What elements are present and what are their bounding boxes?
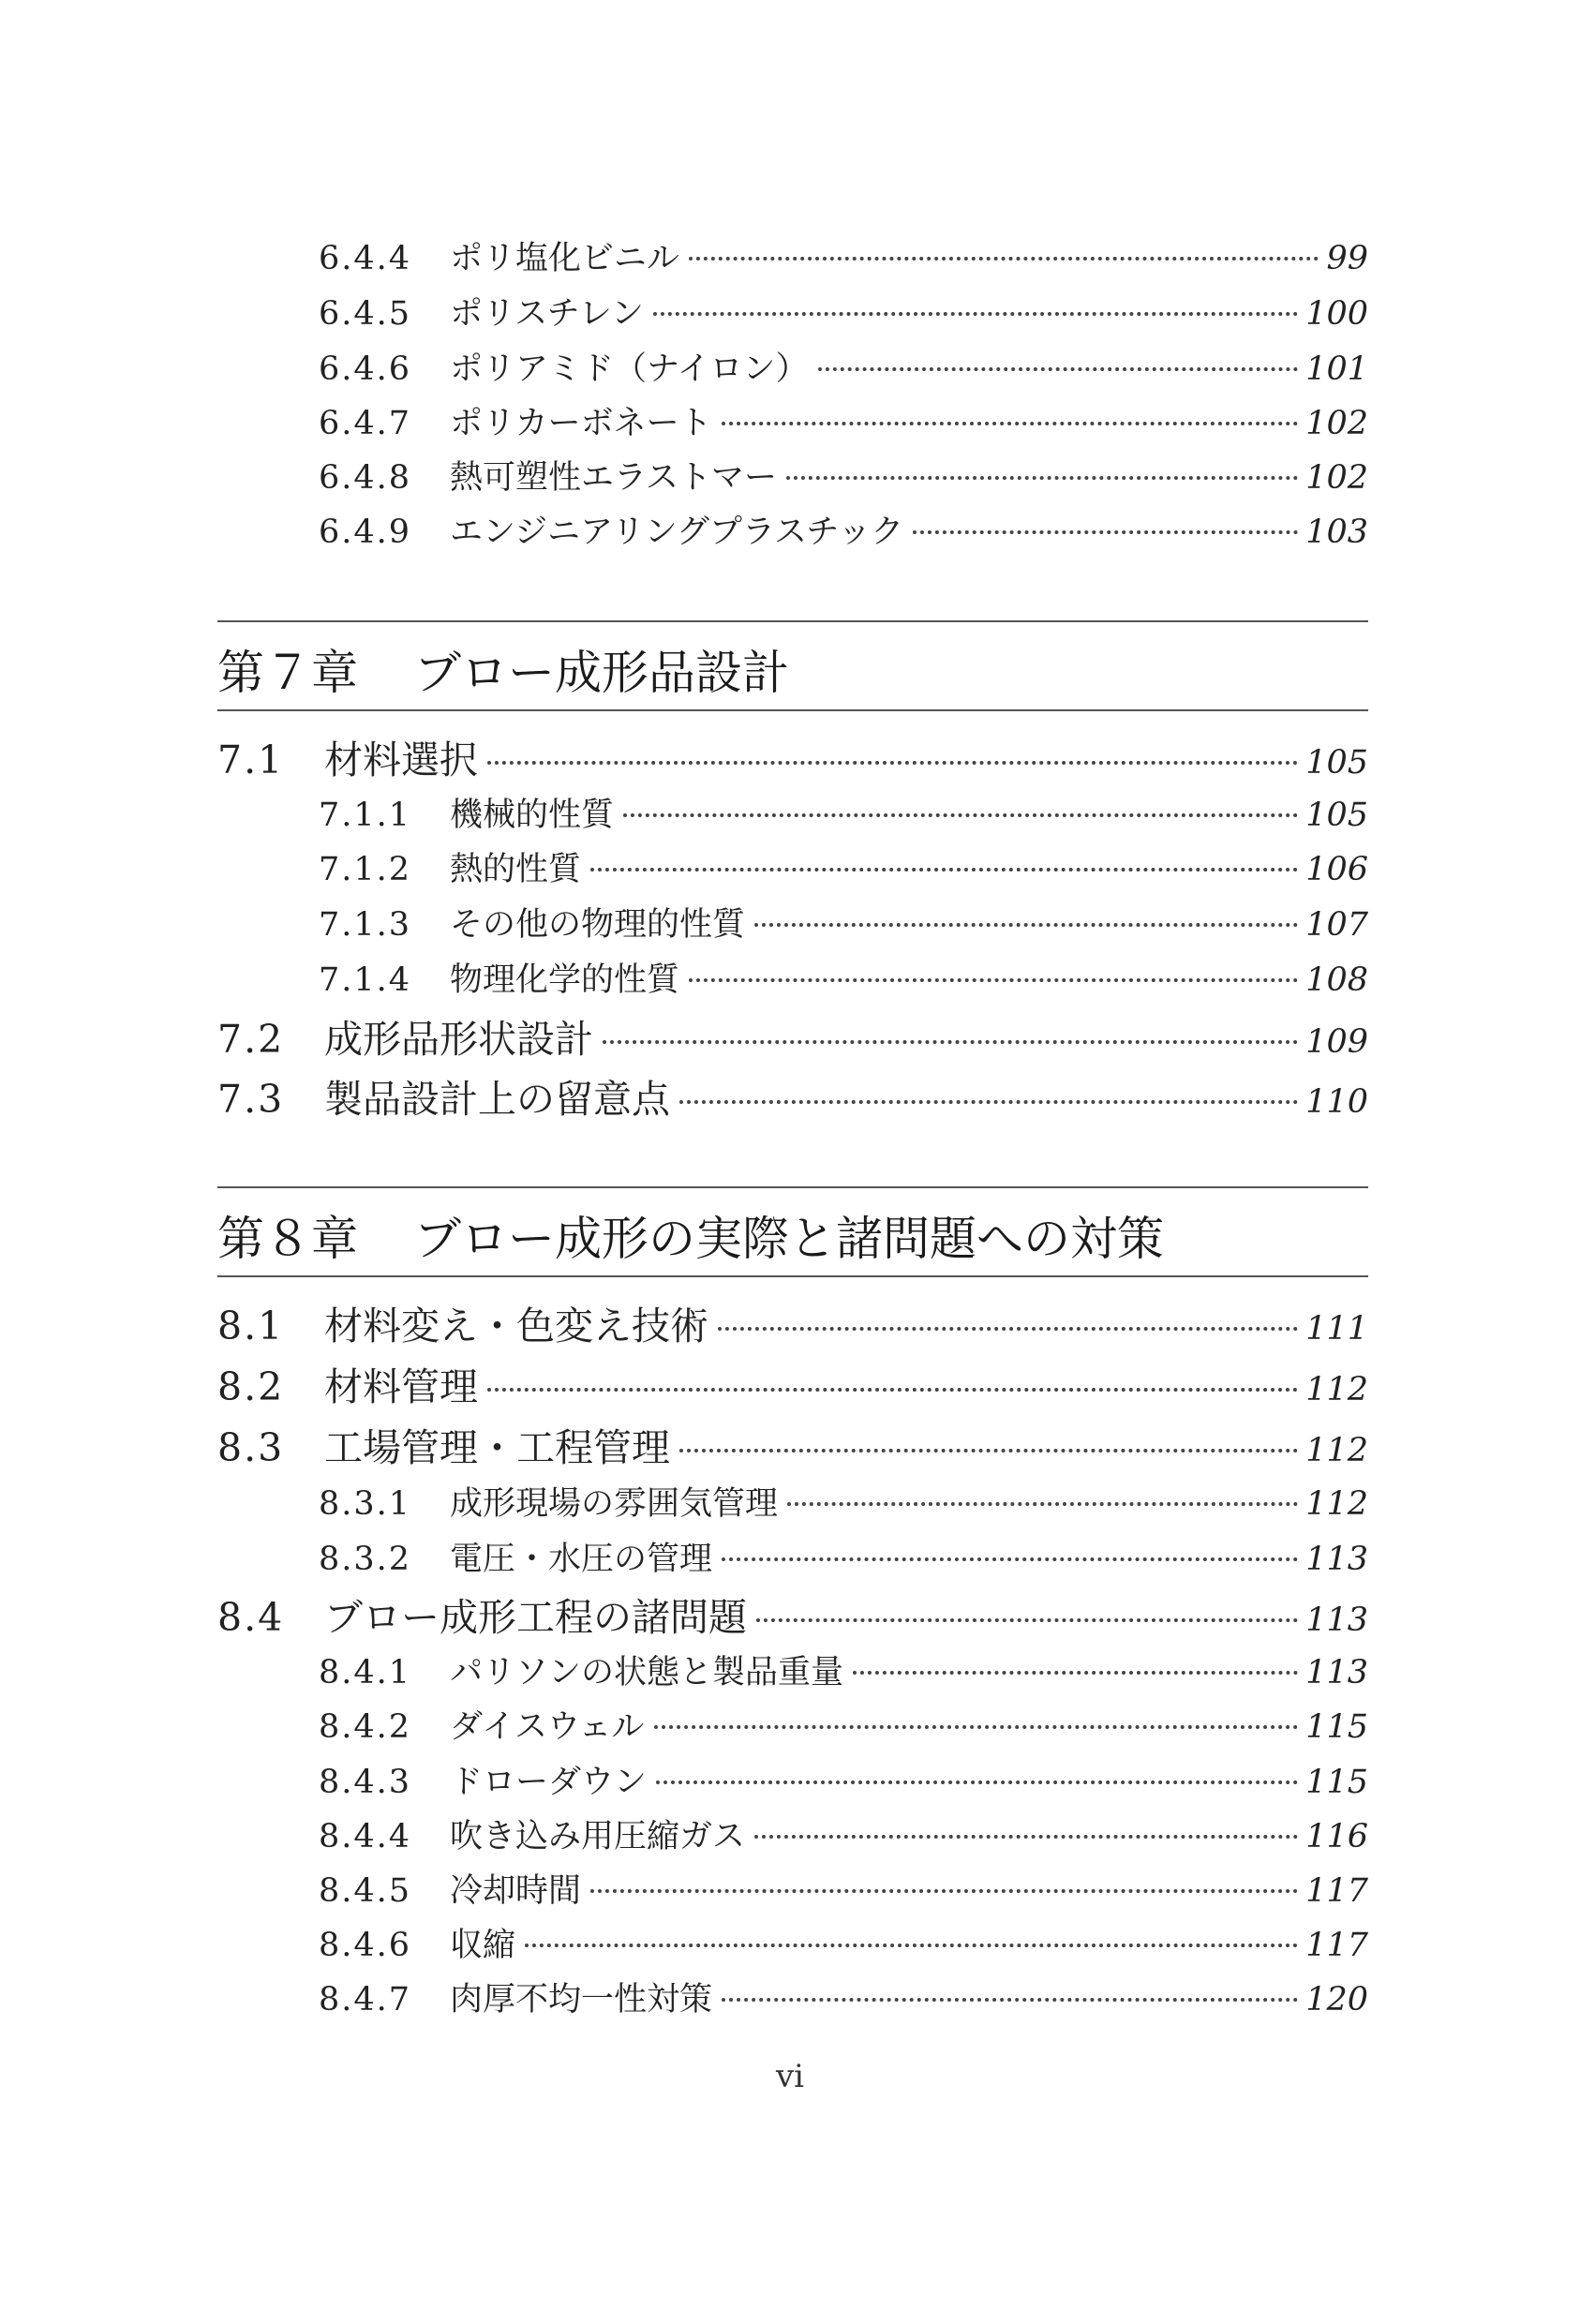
dot-leader: [603, 1040, 1298, 1044]
entry-number: 7.3: [217, 1077, 285, 1122]
entry-number: 8.3.1: [319, 1485, 412, 1523]
entry-number: 8.4.2: [319, 1708, 412, 1746]
entry-page: 99: [1326, 240, 1368, 277]
entry-page: 106: [1305, 851, 1368, 888]
entry-number: 6.4.7: [319, 405, 412, 442]
dot-leader: [756, 1618, 1298, 1622]
toc-entry-6-4-8[interactable]: [319, 452, 1368, 499]
entry-page: 109: [1305, 1023, 1368, 1061]
entry-page: 107: [1305, 906, 1368, 944]
chapter-label: 第８章: [217, 1212, 358, 1266]
entry-page: 102: [1305, 405, 1368, 442]
dot-leader: [689, 257, 1319, 261]
chapter-label: 第７章: [217, 646, 358, 700]
entry-title: ダイスウェル: [450, 1708, 645, 1746]
toc-entry-6-4-7[interactable]: [319, 397, 1368, 444]
entry-number: 7.1.3: [319, 906, 412, 944]
toc-entry-8-3-2[interactable]: [319, 1533, 1368, 1580]
entry-page: 105: [1305, 797, 1368, 834]
entry-page: 120: [1305, 1981, 1368, 2019]
entry-page: 116: [1305, 1818, 1368, 1855]
toc-entry-8-4-6[interactable]: [319, 1919, 1368, 1966]
dot-leader: [654, 1725, 1299, 1729]
entry-title: 熱可塑性エラストマー: [450, 459, 777, 497]
chapter-8-top-rule: [217, 1186, 1368, 1188]
dot-leader: [818, 367, 1299, 371]
entry-number: 8.4.7: [319, 1981, 412, 2019]
entry-page: 110: [1305, 1083, 1368, 1121]
entry-title: 材料変え・色変え技術: [324, 1304, 708, 1348]
entry-number: 7.1.1: [319, 797, 412, 834]
entry-title: その他の物理的性質: [450, 906, 746, 944]
dot-leader: [590, 868, 1298, 872]
toc-entry-7-1-4[interactable]: [319, 954, 1368, 1001]
entry-number: 7.1.2: [319, 851, 412, 888]
entry-page: 100: [1305, 295, 1368, 333]
chapter-7-top-rule: [217, 620, 1368, 622]
entry-page: 112: [1305, 1432, 1368, 1469]
chapter-7-heading[interactable]: [217, 635, 789, 703]
chapter-title: ブロー成形品設計: [414, 646, 789, 700]
page-number: vi: [775, 2058, 805, 2095]
entry-title: 物理化学的性質: [450, 961, 680, 999]
dot-leader: [722, 1557, 1298, 1561]
entry-number: 8.4.4: [319, 1818, 412, 1855]
entry-page: 102: [1305, 459, 1368, 497]
toc-entry-8-4-2[interactable]: [319, 1701, 1368, 1748]
entry-page: 113: [1305, 1601, 1368, 1639]
entry-title: ポリスチレン: [450, 295, 645, 333]
toc-entry-8-4-1[interactable]: [319, 1646, 1368, 1693]
toc-entry-6-4-6[interactable]: [319, 343, 1368, 390]
entry-title: 成形品形状設計: [324, 1017, 593, 1062]
entry-title: 吹き込み用圧縮ガス: [450, 1818, 746, 1855]
entry-title: 肉厚不均一性対策: [450, 1981, 713, 2019]
toc-entry-8-4-7[interactable]: [319, 1974, 1368, 2020]
entry-title: ポリカーボネート: [450, 405, 712, 442]
entry-page: 117: [1305, 1872, 1368, 1910]
dot-leader: [590, 1889, 1298, 1893]
dot-leader: [623, 813, 1298, 817]
toc-entry-6-4-5[interactable]: [319, 288, 1368, 335]
entry-page: 115: [1305, 1708, 1368, 1746]
dot-leader: [487, 761, 1298, 765]
entry-title: エンジニアリングプラスチック: [450, 514, 904, 551]
toc-entry-8-4-3[interactable]: [319, 1756, 1368, 1803]
chapter-title: ブロー成形の実際と諸問題への対策: [414, 1212, 1164, 1266]
entry-title: 機械的性質: [450, 797, 615, 834]
entry-number: 8.1: [217, 1304, 285, 1348]
dot-leader: [487, 1388, 1298, 1392]
dot-leader: [722, 1998, 1298, 2002]
entry-number: 7.2: [217, 1017, 285, 1062]
entry-title: ドローダウン: [450, 1764, 648, 1801]
toc-entry-8-4-5[interactable]: [319, 1865, 1368, 1912]
entry-title: パリソンの状態と製品重量: [450, 1654, 844, 1691]
dot-leader: [689, 978, 1298, 982]
entry-page: 112: [1305, 1485, 1368, 1523]
entry-title: 工場管理・工程管理: [324, 1425, 670, 1470]
dot-leader: [653, 312, 1298, 316]
entry-page: 103: [1305, 514, 1368, 551]
entry-page: 101: [1305, 350, 1368, 388]
entry-page: 112: [1305, 1371, 1368, 1408]
entry-title: 熱的性質: [450, 851, 582, 888]
chapter-7-bottom-rule: [217, 709, 1368, 711]
entry-number: 8.2: [217, 1364, 285, 1409]
dot-leader: [679, 1449, 1298, 1452]
toc-entry-7-1-2[interactable]: [319, 843, 1368, 890]
entry-number: 7.1.4: [319, 961, 412, 999]
toc-entry-8-3-1[interactable]: [319, 1478, 1368, 1525]
entry-title: 材料管理: [324, 1364, 478, 1409]
entry-number: 8.4.1: [319, 1654, 412, 1691]
toc-entry-7-1-1[interactable]: [319, 789, 1368, 836]
dot-leader: [913, 530, 1298, 534]
entry-number: 8.4.5: [319, 1872, 412, 1910]
dot-leader: [679, 1100, 1298, 1104]
entry-title: ブロー成形工程の諸問題: [324, 1595, 747, 1640]
toc-entry-7-1-3[interactable]: [319, 899, 1368, 946]
dot-leader: [787, 1502, 1298, 1506]
entry-number: 6.4.9: [319, 514, 412, 551]
dot-leader: [718, 1327, 1298, 1331]
dot-leader: [525, 1944, 1298, 1947]
entry-number: 8.3.2: [319, 1541, 412, 1578]
toc-entry-8-4[interactable]: [217, 1587, 1368, 1642]
entry-page: 113: [1305, 1654, 1368, 1691]
toc-entry-8-2[interactable]: [217, 1356, 1368, 1411]
toc-entry-8-4-4[interactable]: [319, 1810, 1368, 1857]
entry-number: 8.4: [217, 1595, 285, 1640]
entry-title: 製品設計上の留意点: [324, 1077, 670, 1122]
entry-title: ポリアミド（ナイロン）: [450, 350, 809, 388]
entry-page: 105: [1305, 744, 1368, 782]
entry-title: 成形現場の雰囲気管理: [450, 1485, 779, 1523]
entry-number: 7.1: [217, 737, 285, 782]
toc-entry-7-1[interactable]: [217, 729, 1368, 784]
toc-entry-8-1[interactable]: [217, 1295, 1368, 1350]
toc-entry-6-4-4[interactable]: [319, 232, 1368, 279]
entry-number: 6.4.8: [319, 459, 412, 497]
chapter-8-bottom-rule: [217, 1275, 1368, 1277]
entry-title: 収縮: [450, 1927, 516, 1964]
entry-number: 6.4.5: [319, 295, 412, 333]
entry-number: 8.3: [217, 1425, 285, 1470]
entry-page: 108: [1305, 961, 1368, 999]
entry-title: 電圧・水圧の管理: [450, 1541, 713, 1578]
entry-number: 6.4.6: [319, 350, 412, 388]
entry-title: 材料選択: [324, 737, 478, 782]
dot-leader: [754, 923, 1298, 927]
dot-leader: [722, 422, 1299, 425]
chapter-8-heading[interactable]: [217, 1201, 1164, 1269]
entry-page: 111: [1305, 1310, 1368, 1348]
toc-entry-7-2[interactable]: [217, 1008, 1368, 1064]
toc-entry-7-3[interactable]: [217, 1068, 1368, 1124]
toc-entry-8-3[interactable]: [217, 1417, 1368, 1472]
dot-leader: [754, 1835, 1298, 1839]
entry-title: ポリ塩化ビニル: [450, 240, 680, 277]
entry-page: 115: [1305, 1764, 1368, 1801]
entry-number: 6.4.4: [319, 240, 412, 277]
entry-title: 冷却時間: [450, 1872, 582, 1910]
entry-page: 117: [1305, 1927, 1368, 1964]
entry-number: 8.4.6: [319, 1927, 412, 1964]
entry-number: 8.4.3: [319, 1764, 412, 1801]
entry-page: 113: [1305, 1541, 1368, 1578]
toc-entry-6-4-9[interactable]: [319, 506, 1368, 553]
dot-leader: [656, 1780, 1298, 1784]
dot-leader: [853, 1671, 1298, 1675]
dot-leader: [786, 476, 1298, 480]
